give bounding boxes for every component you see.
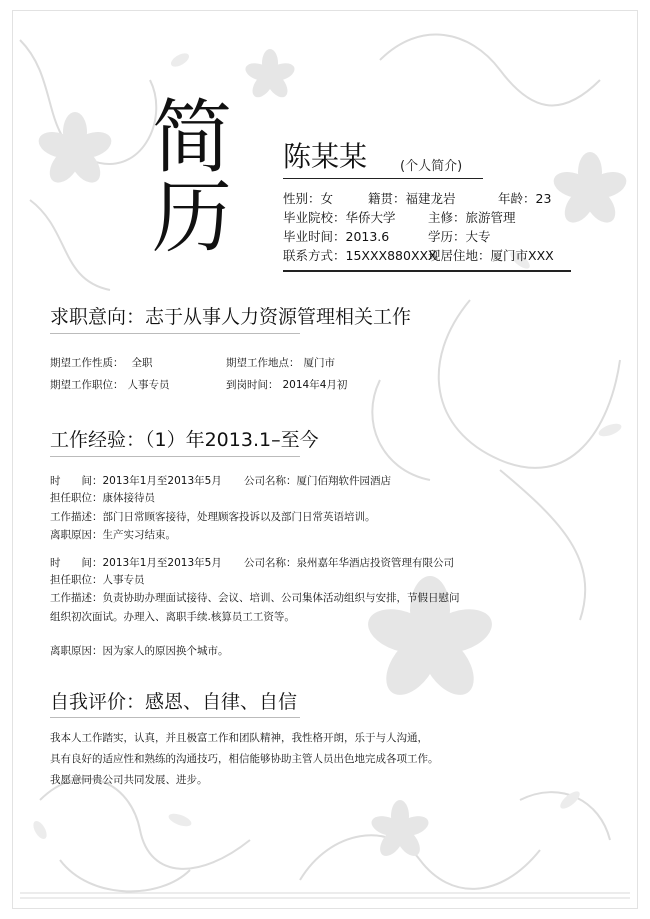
job1-company: 公司名称：厦门佰翔软件园酒店	[244, 475, 391, 487]
intent-position-label: 期望工作职位：	[50, 379, 124, 391]
info-school: 毕业院校：华侨大学	[283, 210, 396, 225]
intent-nature	[50, 356, 153, 370]
info-major: 主修：旅游管理	[428, 210, 516, 225]
experience-title: 工作经验：（1）年2013.1–至今	[50, 429, 319, 451]
job-intent-title: 求职意向：志于从事人力资源管理相关工作	[50, 306, 412, 328]
intent-location-value: 厦门市	[303, 357, 335, 369]
job1-desc: 工作描述：部门日常顾客接待，处理顾客投诉以及部门日常英语培训。	[50, 511, 376, 523]
experience-underline	[50, 456, 300, 457]
job1-position: 担任职位：康体接待员	[50, 492, 155, 504]
name-underline	[283, 178, 483, 179]
job2-desc-line2: 组织初次面试。办理入、离职手续.核算员工工资等。	[50, 611, 295, 623]
job2-time: 时 间：2013年1月至2013年5月	[50, 557, 222, 569]
title-char-jian: 简	[152, 91, 232, 184]
applicant-name: 陈某某	[283, 140, 368, 173]
self-eval-title: 自我评价：感恩、自律、自信	[50, 691, 298, 713]
info-grad-time: 毕业时间：2013.6	[283, 229, 390, 244]
intent-location-label: 期望工作地点：	[226, 357, 300, 369]
info-gender: 性别：女	[283, 191, 334, 206]
intent-start-label: 到岗时间：	[226, 379, 279, 391]
job2-company: 公司名称：泉州嘉年华酒店投资管理有限公司	[244, 557, 454, 569]
intent-nature-label: 期望工作性质：	[50, 357, 124, 369]
job1-time: 时 间：2013年1月至2013年5月	[50, 475, 222, 487]
intent-start-value: 2014年4月初	[282, 379, 348, 391]
intent-location	[226, 356, 335, 370]
intent-position-value: 人事专员	[127, 379, 170, 391]
header-divider	[283, 270, 571, 272]
info-residence: 现居住地：厦门市XXX	[428, 248, 554, 263]
name-subtitle: (个人简介)	[400, 159, 463, 174]
self-eval-underline	[50, 717, 300, 718]
self-eval-line2: 具有良好的适应性和熟练的沟通技巧，相信能够协助主管人员出色地完成各项工作。	[50, 753, 439, 765]
intent-start	[226, 378, 347, 392]
info-age: 年龄：23	[498, 191, 552, 206]
job2-desc-line1: 工作描述：负责协助办理面试接待、会议、培训、公司集体活动组织与安排，节假日慰问	[50, 592, 460, 604]
info-degree: 学历：大专	[428, 229, 491, 244]
info-contact: 联系方式：15XXX880XXX	[283, 248, 437, 263]
info-origin: 籍贯：福建龙岩	[368, 191, 456, 206]
job-intent-underline	[50, 333, 300, 334]
intent-position	[50, 378, 170, 392]
job1-reason: 离职原因：生产实习结束。	[50, 529, 176, 541]
job2-reason: 离职原因：因为家人的原因换个城市。	[50, 645, 229, 657]
self-eval-line3: 我愿意同贵公司共同发展、进步。	[50, 774, 208, 786]
job2-position: 担任职位：人事专员	[50, 574, 145, 586]
intent-nature-value: 全职	[131, 357, 153, 369]
self-eval-line1: 我本人工作踏实，认真，并且极富工作和团队精神，我性格开朗，乐于与人沟通，	[50, 732, 428, 744]
title-char-li: 历	[152, 171, 232, 264]
